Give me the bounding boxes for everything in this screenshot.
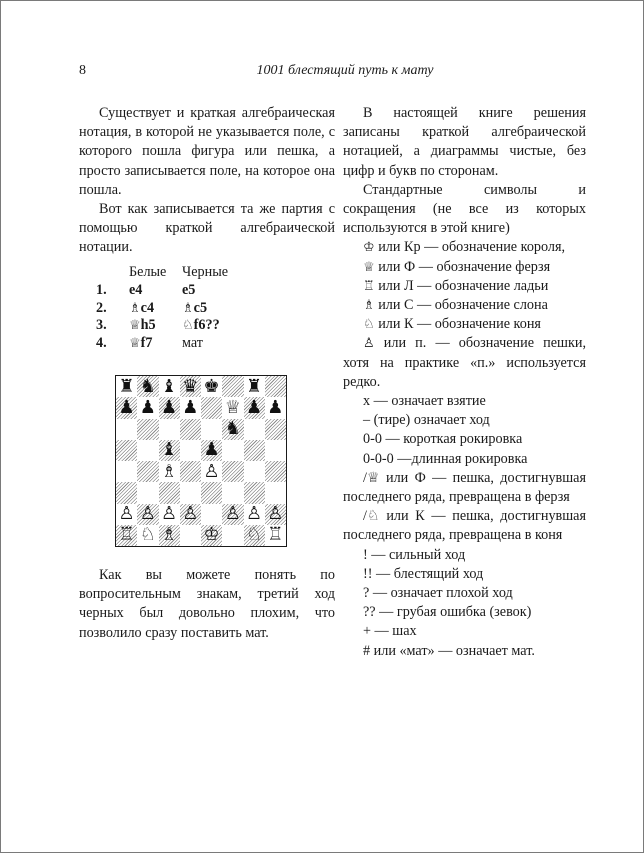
symbol-text: – (тире) означает ход	[363, 412, 490, 429]
chess-piece-icon: ♝	[161, 439, 178, 461]
board-square	[201, 525, 222, 546]
symbol-line	[343, 430, 586, 449]
chess-piece-icon: ♟	[118, 396, 135, 418]
board-square	[244, 482, 265, 503]
paragraph: Стандартные символы и сокращения (не все из которых используются в этой книге)	[343, 181, 586, 237]
move-row	[96, 300, 262, 318]
board-square	[244, 397, 265, 418]
board-square	[116, 482, 137, 503]
board-square	[180, 376, 201, 397]
symbol-text: ?? — грубая ошибка (зевок)	[363, 604, 532, 621]
chess-piece-icon: ♝	[161, 375, 178, 397]
black-move: e5	[182, 281, 196, 298]
board-square	[222, 461, 243, 482]
paragraph: Как вы можете понять по вопросительным знакам, третий ход черных был довольно плохим, что позволило сразу поставить мат.	[79, 567, 335, 641]
symbol-text: /♕ или Ф — пешка, достигнувшая последнего ряда, превращена в ферзя	[343, 469, 586, 506]
board-square	[116, 504, 137, 525]
board-square	[244, 504, 265, 525]
white-move: e4	[129, 281, 143, 298]
black-move: c5	[193, 299, 208, 316]
chess-piece-icon: ♙	[246, 503, 263, 525]
piece-icon: ♖	[363, 278, 375, 294]
board-square	[265, 397, 286, 418]
chess-piece-icon: ♙	[182, 503, 199, 525]
chess-piece-icon: ♙	[139, 503, 156, 525]
queen-icon: ♕	[129, 336, 141, 352]
symbol-text: х — означает взятие	[363, 393, 486, 410]
white-move: c4	[140, 299, 155, 316]
chess-piece-icon: ♟	[161, 396, 178, 418]
move-number: 1.	[96, 281, 107, 298]
white-header: Белые	[129, 264, 167, 280]
board-square	[201, 504, 222, 525]
symbol-text: или Кр — обозначение короля,	[374, 239, 566, 256]
board-square	[201, 419, 222, 440]
moves-table	[96, 264, 262, 353]
symbol-line	[343, 622, 586, 641]
board-square	[116, 461, 137, 482]
board-square	[159, 440, 180, 461]
symbol-text: ! — сильный ход	[363, 546, 466, 563]
board-square	[159, 397, 180, 418]
knight-icon: ♘	[182, 318, 194, 334]
move-row	[96, 282, 262, 300]
board-square	[180, 525, 201, 546]
board-square	[137, 376, 158, 397]
chess-piece-icon: ♟	[203, 439, 220, 461]
symbol-line	[343, 642, 586, 661]
chess-piece-icon: ♛	[182, 375, 199, 397]
move-row	[96, 335, 262, 353]
board-square	[265, 482, 286, 503]
board-square	[180, 419, 201, 440]
symbol-line	[343, 450, 586, 469]
chess-piece-icon: ♟	[267, 396, 284, 418]
chess-piece-icon: ♙	[267, 503, 284, 525]
board-square	[137, 419, 158, 440]
chess-piece-icon: ♞	[224, 418, 241, 440]
paragraph: В настоящей книге решения записаны краткой алгебраической нотацией, а диаграммы чистые, без цифр и букв по сторонам.	[343, 105, 586, 179]
chess-piece-icon: ♜	[118, 375, 135, 397]
symbol-line	[343, 392, 586, 411]
board-square	[116, 440, 137, 461]
chess-piece-icon: ♙	[224, 503, 241, 525]
board-square	[201, 397, 222, 418]
symbol-line	[343, 258, 586, 277]
board-square	[222, 419, 243, 440]
left-column	[79, 104, 335, 258]
piece-icon: ♗	[363, 298, 375, 314]
board-square	[159, 525, 180, 546]
symbol-text: # или «мат» — означает мат.	[363, 642, 535, 659]
move-number: 2.	[96, 299, 107, 316]
move-number: 4.	[96, 335, 107, 352]
chess-piece-icon: ♞	[139, 375, 156, 397]
black-header: Черные	[182, 264, 229, 280]
board-square	[222, 376, 243, 397]
symbol-line	[343, 411, 586, 430]
piece-icon: ♕	[363, 259, 375, 275]
symbol-line	[343, 603, 586, 622]
chess-piece-icon: ♖	[267, 524, 284, 546]
symbol-text: !! — блестящий ход	[363, 565, 484, 582]
board-square	[265, 419, 286, 440]
symbols-list	[343, 238, 586, 660]
symbol-text: + — шах	[363, 623, 417, 640]
black-move: f6??	[193, 317, 220, 334]
board-square	[265, 461, 286, 482]
board-square	[180, 397, 201, 418]
paragraph: Существует и краткая алгебраическая нотация, в которой не указывается поле, с которого пошла фигура или пешка, а просто записывается поле, на которое она пошла.	[79, 105, 335, 198]
paragraph: Вот как записывается та же партия с помощью краткой алгебраической нотации.	[79, 201, 335, 256]
board-square	[137, 397, 158, 418]
piece-icon: ♔	[363, 240, 375, 256]
chess-diagram	[115, 375, 287, 547]
board-square	[159, 419, 180, 440]
chess-piece-icon: ♘	[139, 524, 156, 546]
board-square	[265, 440, 286, 461]
board-square	[222, 525, 243, 546]
board-square	[116, 419, 137, 440]
board-square	[222, 504, 243, 525]
chess-piece-icon: ♟	[139, 396, 156, 418]
board-square	[116, 525, 137, 546]
symbol-line	[343, 584, 586, 603]
white-move: f7	[140, 335, 153, 352]
chess-piece-icon: ♚	[203, 375, 220, 397]
board-square	[159, 461, 180, 482]
move-row	[96, 317, 262, 335]
board-square	[222, 440, 243, 461]
board-square	[180, 440, 201, 461]
symbol-line	[343, 507, 586, 545]
move-number: 3.	[96, 317, 107, 334]
symbol-text: или Л — обозначение ладьи	[374, 277, 549, 294]
board-square	[244, 440, 265, 461]
chess-piece-icon: ♔	[203, 524, 220, 546]
board-square	[244, 376, 265, 397]
board-square	[201, 440, 222, 461]
board-square	[201, 482, 222, 503]
piece-icon: ♙	[363, 336, 375, 352]
board-square	[265, 376, 286, 397]
black-move: мат	[182, 335, 204, 352]
board-square	[180, 504, 201, 525]
running-title: 1001 блестящий путь к мату	[256, 63, 434, 78]
board-square	[137, 525, 158, 546]
symbol-text: или С — обозначение слона	[374, 297, 548, 314]
board-square	[244, 419, 265, 440]
symbol-line	[343, 565, 586, 584]
right-column	[343, 104, 586, 661]
symbol-text: 0-0 — короткая рокировка	[363, 431, 523, 448]
symbol-line	[343, 277, 586, 296]
chess-piece-icon: ♟	[182, 396, 199, 418]
board-square	[265, 525, 286, 546]
board-square	[137, 440, 158, 461]
board-square	[222, 482, 243, 503]
board-square	[116, 397, 137, 418]
symbol-text: или п. — обозначение пешки, хотя на практике «п.» используется редко.	[343, 335, 586, 390]
symbol-line	[343, 238, 586, 257]
white-move: h5	[140, 317, 156, 334]
board-square	[244, 461, 265, 482]
board-square	[137, 482, 158, 503]
bishop-icon: ♗	[129, 300, 141, 316]
board-square	[137, 504, 158, 525]
board-square	[265, 504, 286, 525]
board-square	[159, 482, 180, 503]
symbol-text: 0-0-0 —длинная рокировка	[363, 450, 528, 467]
chess-piece-icon: ♗	[161, 460, 178, 482]
symbol-text: или К — обозначение коня	[374, 316, 541, 333]
chess-piece-icon: ♗	[161, 524, 178, 546]
chess-piece-icon: ♕	[224, 396, 241, 418]
symbol-line	[343, 546, 586, 565]
symbol-line	[343, 296, 586, 315]
board-square	[159, 376, 180, 397]
symbol-line	[343, 315, 586, 334]
board-square	[180, 482, 201, 503]
left-column-bottom	[79, 566, 335, 643]
chess-piece-icon: ♙	[203, 460, 220, 482]
chess-piece-icon: ♟	[246, 396, 263, 418]
symbol-text: ? — означает плохой ход	[363, 585, 513, 602]
chess-piece-icon: ♘	[246, 524, 263, 546]
board-square	[201, 461, 222, 482]
chess-piece-icon: ♜	[246, 375, 263, 397]
symbol-line	[343, 469, 586, 507]
chess-piece-icon: ♙	[161, 503, 178, 525]
queen-icon: ♕	[129, 318, 141, 334]
board-square	[137, 461, 158, 482]
chess-piece-icon: ♖	[118, 524, 135, 546]
bishop-icon: ♗	[182, 300, 194, 316]
chess-piece-icon: ♙	[118, 503, 135, 525]
board-square	[180, 461, 201, 482]
symbol-line	[343, 334, 586, 392]
board-square	[201, 376, 222, 397]
piece-icon: ♘	[363, 317, 375, 333]
board-square	[116, 376, 137, 397]
page-number: 8	[79, 63, 86, 78]
board-square	[244, 525, 265, 546]
board-square	[159, 504, 180, 525]
board-square	[222, 397, 243, 418]
symbol-text: или Ф — обозначение ферзя	[374, 258, 551, 275]
symbol-text: /♘ или К — пешка, достигнувшая последнего ряда, превращена в коня	[343, 508, 586, 544]
